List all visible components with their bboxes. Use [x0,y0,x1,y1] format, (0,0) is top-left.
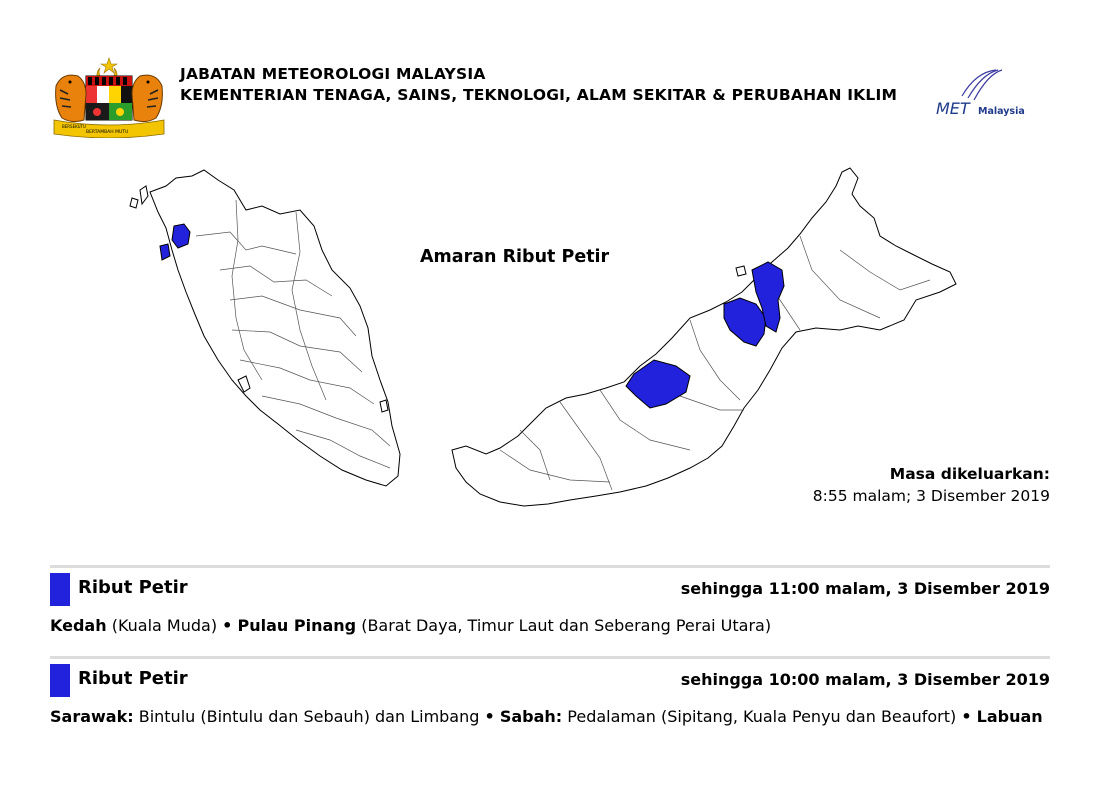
area-state: Kedah [50,616,107,635]
warning-title: Ribut Petir [78,668,188,689]
map-title: Amaran Ribut Petir [420,247,610,267]
warning-color-bar [50,573,70,606]
area-state: Sabah: [499,707,563,726]
area-state: Labuan [976,707,1043,726]
area-detail: Pedalaman (Sipitang, Kuala Penyu dan Beaufort) [567,707,957,726]
peninsular-malaysia [130,170,400,486]
warning-header [50,568,1050,606]
warning-title: Ribut Petir [78,577,188,598]
area-state: Pulau Pinang [237,616,357,635]
warning-section [50,656,1050,728]
area-detail: (Barat Daya, Timur Laut dan Seberang Perai Utara) [361,616,772,635]
svg-text:Malaysia: Malaysia [978,106,1025,117]
warning-section [50,565,1050,637]
org-line-1: JABATAN METEOROLOGI MALAYSIA [180,65,486,83]
svg-text:BERSEKUTU: BERSEKUTU [62,124,86,129]
svg-text:MET: MET [936,99,970,118]
east-malaysia [452,168,956,506]
issued-value: 8:55 malam; 3 Disember 2019 [812,487,1050,505]
org-line-2: KEMENTERIAN TENAGA, SAINS, TEKNOLOGI, ALAM SEKITAR & PERUBAHAN IKLIM [180,86,898,104]
area-detail: (Kuala Muda) [111,616,218,635]
svg-text:BERTAMBAH MUTU: BERTAMBAH MUTU [86,130,129,135]
malaysia-coat-of-arms-logo [48,56,170,138]
warning-color-bar [50,664,70,697]
issued-time [813,463,1050,507]
area-detail: Bintulu (Bintulu dan Sebauh) dan Limbang [138,707,480,726]
page-header [0,0,1100,140]
issued-label: Masa dikeluarkan: [889,465,1050,483]
area-separator: • [484,707,495,726]
area-separator: • [961,707,972,726]
area-separator: • [222,616,233,635]
warning-areas [50,614,1050,637]
warning-until: sehingga 11:00 malam, 3 Disember 2019 [680,579,1050,598]
warning-header [50,659,1050,697]
warning-until: sehingga 10:00 malam, 3 Disember 2019 [680,670,1050,689]
warning-areas [50,705,1050,728]
met-malaysia-logo [932,66,1050,122]
organization-name [180,64,920,106]
area-state: Sarawak: [50,707,134,726]
